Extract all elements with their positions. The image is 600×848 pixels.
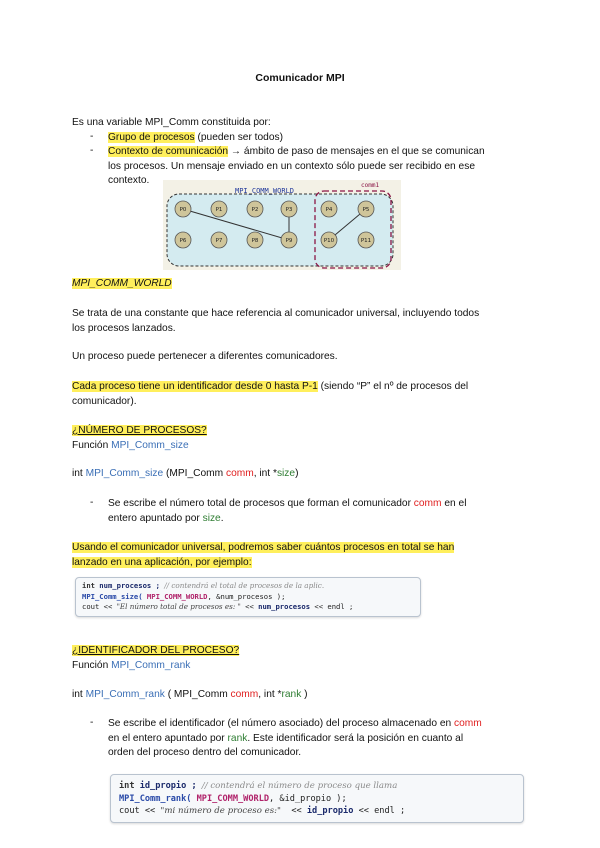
process-node-p9 <box>281 232 297 248</box>
sig-part: , int * <box>253 468 277 479</box>
process-label: P2 <box>251 207 259 214</box>
process-label: P5 <box>362 207 370 214</box>
rank-func-name: MPI_Comm_rank <box>111 660 191 671</box>
bullet-dash: - <box>90 717 94 728</box>
process-node-p4 <box>321 201 337 217</box>
code-line <box>119 793 523 806</box>
contexto-line-3: contexto. <box>108 175 150 186</box>
size-heading <box>72 424 532 439</box>
comm1-label: comm1 <box>361 182 380 189</box>
process-node-p2 <box>247 201 263 217</box>
code-line <box>82 602 420 613</box>
rank-heading-text: ¿IDENTIFICADOR DEL PROCESO? <box>72 645 240 656</box>
rank-bullet-text: Se escribe el identificador (el número asociado) del proceso almacenado en <box>108 718 455 729</box>
world-heading <box>72 277 532 292</box>
process-node-p7 <box>211 232 227 248</box>
code-text: , &id_propio ); <box>269 793 347 804</box>
world-p3-highlight: Cada proceso tiene un identificador desde 0 hasta P-1 <box>72 381 318 392</box>
world-p3-line-2: comunicador). <box>72 395 137 407</box>
code-text: cout << <box>119 806 161 816</box>
world-paragraph-1 <box>72 307 532 336</box>
process-label: P3 <box>285 207 293 214</box>
sig-size: size <box>276 468 296 479</box>
code-keyword: int <box>119 781 135 791</box>
code-comment: // contendrá el número de proceso que llama <box>201 781 398 791</box>
rank-bullet-rank: rank <box>227 732 248 744</box>
world-p1-line-2: los procesos lanzados. <box>72 322 176 334</box>
code-var: id_propio ; <box>134 781 202 791</box>
process-node-p0 <box>175 201 191 217</box>
code-var: num_procesos ; <box>94 581 165 590</box>
code-block-size <box>75 577 421 617</box>
process-label: P10 <box>323 238 335 245</box>
code-var: num_procesos <box>258 602 311 611</box>
contexto-line-2: los procesos. Un mensaje enviado en un contexto sólo puede ser recibido en ese <box>108 160 475 172</box>
size-bullet-text: entero apuntado por <box>108 512 203 524</box>
bullet-dash: - <box>90 497 94 508</box>
world-paragraph-3 <box>72 380 532 409</box>
size-note-line-1: Usando el comunicador universal, podremos saber cuántos procesos en total se han <box>72 542 455 553</box>
process-label: P9 <box>285 238 293 245</box>
sig-comm: comm <box>225 468 254 479</box>
rank-bullet <box>108 717 528 761</box>
process-label: P7 <box>215 238 223 245</box>
code-macro: MPI_COMM_WORLD <box>191 793 270 804</box>
rank-bullet-comm: comm <box>454 718 482 729</box>
code-macro: MPI_COMM_WORLD <box>142 591 208 601</box>
code-line <box>82 581 420 592</box>
size-note-line-2: lanzado en una aplicación, por ejemplo: <box>72 556 252 568</box>
size-bullet-size: size <box>202 512 221 524</box>
process-label: P1 <box>215 207 223 214</box>
size-func-name: MPI_Comm_size <box>111 440 189 451</box>
world-p3-rest: (siendo “P” el nº de procesos del <box>317 381 469 392</box>
page-title: Comunicador MPI <box>255 72 345 84</box>
communicator-diagram <box>163 180 401 270</box>
size-signature <box>72 467 532 482</box>
process-label: P6 <box>179 238 187 245</box>
size-heading-text: ¿NÚMERO DE PROCESOS? <box>72 425 207 436</box>
rank-function-line <box>72 659 532 674</box>
sig-comm: comm <box>230 689 259 700</box>
code-text: cout << <box>82 602 117 611</box>
rank-bullet-line-3: orden del proceso dentro del comunicador. <box>108 747 302 758</box>
code-line <box>119 805 523 818</box>
code-string: "mi número de proceso es:" <box>160 806 281 816</box>
sig-fn: MPI_Comm_size <box>85 468 164 479</box>
size-bullet <box>108 497 528 526</box>
sig-part: (MPI_Comm <box>163 468 226 479</box>
code-text: << <box>240 602 259 611</box>
process-node-p5 <box>358 201 374 217</box>
code-string: "El número total de procesos es: " <box>116 602 241 611</box>
code-line <box>119 780 523 793</box>
process-label: P11 <box>360 238 372 245</box>
size-bullet-comm: comm <box>413 498 442 509</box>
sig-part: ( MPI_Comm <box>164 689 231 700</box>
world-label: MPI_COMM_WORLD <box>235 187 295 195</box>
world-paragraph-2: Un proceso puede pertenecer a diferentes comunicadores. <box>72 351 338 362</box>
code-text: << <box>280 806 307 816</box>
sig-rank: rank <box>281 689 302 700</box>
size-function-line <box>72 439 532 454</box>
bullet-grupo <box>108 131 528 146</box>
bullet-grupo-rest: (pueden ser todos) <box>194 132 284 143</box>
process-node-p8 <box>247 232 263 248</box>
process-node-p1 <box>211 201 227 217</box>
bullet-dash: - <box>90 145 94 156</box>
sig-part: ) <box>301 689 308 700</box>
size-bullet-text: Se escribe el número total de procesos que forman el comunicador <box>108 498 414 509</box>
size-note <box>72 541 532 570</box>
process-node-p6 <box>175 232 191 248</box>
process-label: P8 <box>251 238 259 245</box>
process-label: P4 <box>325 207 333 214</box>
size-bullet-text: . <box>220 512 224 524</box>
code-text: , &num_procesos ); <box>207 591 286 601</box>
world-p1-line-1: Se trata de una constante que hace referencia al comunicador universal, incluyendo todos <box>72 308 480 319</box>
process-label: P0 <box>179 207 187 214</box>
code-keyword: int <box>82 581 95 590</box>
sig-part: , int * <box>258 689 282 700</box>
highlight-contexto: Contexto de comunicación <box>108 146 229 157</box>
rank-heading <box>72 644 532 659</box>
sig-part: int <box>72 689 86 700</box>
process-node-p10 <box>321 232 337 248</box>
highlight-grupo: Grupo de procesos <box>108 132 195 143</box>
code-text: << endl ; <box>310 602 354 611</box>
size-func-prefix: Función <box>72 440 112 451</box>
code-var: id_propio <box>306 806 354 816</box>
process-node-p11 <box>358 232 374 248</box>
rank-func-prefix: Función <box>72 660 112 671</box>
rank-bullet-text: . Este identificador será la posición en cuanto al <box>247 732 464 744</box>
sig-fn: MPI_Comm_rank <box>85 689 165 700</box>
code-line <box>82 592 420 603</box>
code-function: MPI_Comm_size( <box>82 591 143 601</box>
process-node-p3 <box>281 201 297 217</box>
sig-part: int <box>72 468 86 479</box>
world-heading-text: MPI_COMM_WORLD <box>72 278 172 289</box>
sig-part: ) <box>295 468 299 479</box>
code-text: << endl ; <box>353 806 406 816</box>
bullet-dash: - <box>90 131 94 142</box>
code-comment: // contendrá el total de procesos de la aplic. <box>164 581 325 590</box>
rank-bullet-text: en el entero apuntado por <box>108 732 228 744</box>
code-block-rank <box>110 774 524 823</box>
rank-signature <box>72 688 532 703</box>
code-function: MPI_Comm_rank( <box>119 793 192 804</box>
intro-line: Es una variable MPI_Comm constituida por: <box>72 117 271 128</box>
contexto-line-1: → ámbito de paso de mensajes en el que se comunican <box>230 146 485 157</box>
size-bullet-text: en el <box>441 498 467 509</box>
